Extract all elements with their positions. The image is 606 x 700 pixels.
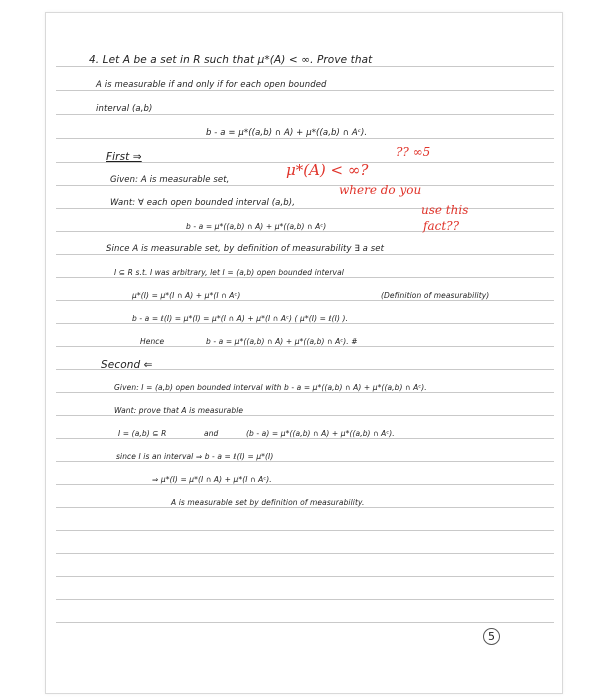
ruled-line xyxy=(56,484,554,485)
annotation-fact: fact?? xyxy=(423,219,460,233)
I-subset: I = (a,b) ⊆ R xyxy=(118,429,167,438)
since-interval: since I is an interval ⇒ b - a = ℓ(I) = μ*(I) xyxy=(116,452,274,461)
want-first: Want: ∀ each open bounded interval (a,b), xyxy=(110,198,296,208)
problem-line-3: interval (a,b) xyxy=(96,104,153,114)
annotation-mu-A-finite: μ*(A) < ∞? xyxy=(286,161,369,179)
annotation-use-this: use this xyxy=(421,203,469,217)
annotation-where-do-you: where do you xyxy=(339,183,422,197)
ruled-line xyxy=(56,66,554,67)
ruled-line xyxy=(56,530,554,531)
given-first: Given: A is measurable set, xyxy=(110,175,230,185)
problem-line-1: 4. Let A be a set in R such that μ*(A) < ∞. Prove that xyxy=(89,54,373,66)
notebook-page xyxy=(45,12,563,694)
page-number: 5 xyxy=(483,628,500,645)
hence-equation: b - a = μ*((a,b) ∩ A) + μ*((a,b) ∩ Aᶜ). # xyxy=(206,337,358,346)
hence-label: Hence xyxy=(140,337,165,346)
mu-I-line: μ*(I) = μ*(I ∩ A) + μ*(I ∩ Aᶜ) xyxy=(132,291,241,300)
definition-note: (Definition of measurability) xyxy=(381,291,490,300)
want-second: Want: prove that A is measurable xyxy=(114,406,244,415)
first-heading: First ⇒ xyxy=(106,151,142,163)
and-equation: (b - a) = μ*((a,b) ∩ A) + μ*((a,b) ∩ Aᶜ). xyxy=(246,429,395,438)
ruled-line xyxy=(56,553,554,554)
ruled-line xyxy=(56,576,554,577)
problem-line-2: A is measurable if and only if for each open bounded xyxy=(96,80,327,90)
arbitrary-line: I ⊆ R s.t. I was arbitrary, let I = (a,b) open bounded interval xyxy=(114,268,344,277)
annotation-question-marks: ?? ∞5 xyxy=(396,145,431,159)
second-heading: Second ⇐ xyxy=(101,359,153,371)
conclusion: A is measurable set by definition of measurability. xyxy=(171,498,365,507)
given-second: Given: I = (a,b) open bounded interval with b - a = μ*((a,b) ∩ A) + μ*((a,b) ∩ Aᶜ). xyxy=(114,383,427,392)
length-line: b - a = ℓ(I) = μ*(I) = μ*(I ∩ A) + μ*(I ∩ Aᶜ) ( μ*(I) = ℓ(I) ). xyxy=(132,314,348,323)
ruled-line xyxy=(56,622,554,623)
and-label: and xyxy=(204,429,219,438)
ruled-line xyxy=(56,599,554,600)
condition-equation: b - a = μ*((a,b) ∩ A) + μ*((a,b) ∩ Aᶜ). xyxy=(206,128,368,138)
want-first-equation: b - a = μ*((a,b) ∩ A) + μ*((a,b) ∩ Aᶜ) xyxy=(186,222,327,231)
since-line: Since A is measurable set, by definition of measurability ∃ a set xyxy=(106,244,385,254)
implies-line: ⇒ μ*(I) = μ*(I ∩ A) + μ*(I ∩ Aᶜ). xyxy=(152,475,272,484)
